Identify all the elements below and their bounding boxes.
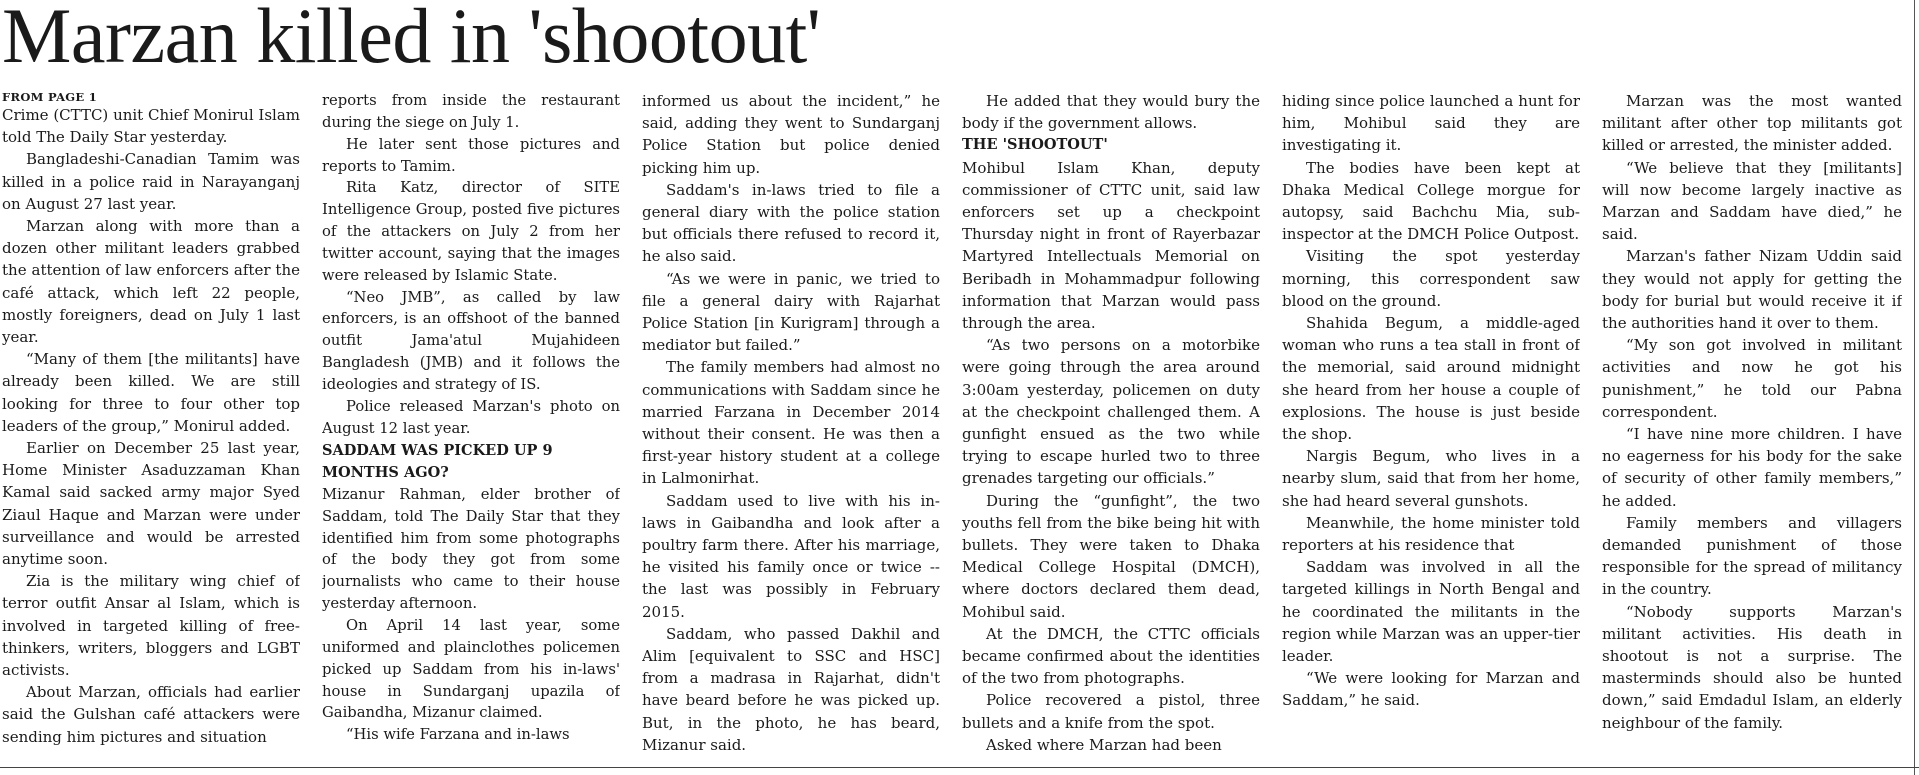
paragraph: “My son got involved in militant activities and now he got his punishment,” he told our Pabna correspondent. [1602, 336, 1902, 421]
paragraph: Saddam, who passed Dakhil and Alim [equivalent to SSC and HSC] from a madrasa in Rajarhat, didn't have beard before he was picked up. But, in the photo, he has beard, Mizanur said. [642, 624, 940, 754]
subheading-saddam-picked-up: SADDAM WAS PICKED UP 9 MONTHS AGO? [322, 441, 553, 481]
paragraph: Shahida Begum, a middle-aged woman who runs a tea stall in front of the memorial, said around midnight she heard from her house a couple of explosions. The house is just beside the shop. [1282, 314, 1580, 444]
paragraph: Saddam used to live with his in-laws in Gaibandha and look after a poultry farm there. After his marriage, he visited his family once or twice -- the last was possibly in February 2015. [642, 491, 940, 621]
paragraph: “As two persons on a motorbike were going through the area around 3:00am yesterday, policemen on duty at the checkpoint challenged them. A gunfight ensued as the two while trying to escape hurled two to three grenades targeting our officials.” [962, 336, 1260, 488]
paragraph: Earlier on December 25 last year, Home Minister Asaduzzaman Khan Kamal said sacked army major Syed Ziaul Haque and Marzan were under surveillance and would be arrested anytime soon. [2, 439, 300, 569]
paragraph: Marzan was the most wanted militant after other top militants got killed or arrested, the minister added. [1602, 92, 1902, 155]
paragraph: Mizanur Rahman, elder brother of Saddam, told The Daily Star that they identified him from some photographs of the body they got from some journalists who came to their house yesterday afternoon. [322, 485, 620, 613]
article-column-6 [1602, 90, 1902, 758]
paragraph: Police released Marzan's photo on August 12 last year. [322, 397, 620, 437]
paragraph: “Many of them [the militants] have already been killed. We are still looking for three to four other top leaders of the group,” Monirul added. [2, 350, 300, 435]
paragraph: He added that they would bury the body if the government allows. [962, 92, 1260, 133]
paragraph: The family members had almost no communications with Saddam since he married Farzana in December 2014 without their consent. He was then a first-year history student at a college in Lalmonirhat. [642, 358, 940, 488]
paragraph: Visiting the spot yesterday morning, this correspondent saw blood on the ground. [1282, 247, 1580, 310]
paragraph: “His wife Farzana and in-laws [346, 726, 570, 744]
page-bottom-rule [0, 767, 1919, 768]
paragraph: “Neo JMB”, as called by law enforcers, is an offshoot of the banned outfit Jama'atul Mujahideen Bangladesh (JMB) and it follows the ideologies and strategy of IS. [322, 288, 620, 393]
paragraph: Crime (CTTC) unit Chief Monirul Islam told The Daily Star yesterday. [2, 106, 300, 147]
paragraph: About Marzan, officials had earlier said the Gulshan café attackers were sending him pictures and situation [2, 683, 300, 746]
paragraph: Family members and villagers demanded punishment of those responsible for the spread of militancy in the country. [1602, 513, 1902, 599]
paragraph: “Nobody supports Marzan's militant activities. His death in shootout is not a surprise. The masterminds should also be hunted down,” said Emdadul Islam, an elderly neighbour of the family. [1602, 602, 1902, 732]
paragraph: He later sent those pictures and reports to Tamim. [322, 135, 620, 175]
paragraph: Zia is the military wing chief of terror outfit Ansar al Islam, which is involved in targeted killing of free-thinkers, writers, bloggers and LGBT activists. [2, 572, 300, 680]
continuation-kicker: FROM PAGE 1 [2, 90, 98, 104]
article-column-3 [642, 90, 940, 758]
paragraph: Mohibul Islam Khan, deputy commissioner of CTTC unit, said law enforcers set up a checkpoint Thursday night in front of Rayerbazar Martyred Intellectuals Memorial on Beribadh in Mohammadpur following information that Marzan would pass through the area. [962, 158, 1260, 333]
paragraph: Bangladeshi-Canadian Tamim was killed in a police raid in Narayanganj on August 27 last year. [2, 150, 300, 213]
paragraph: Asked where Marzan had been [986, 735, 1222, 754]
paragraph: “We were looking for Marzan and Saddam,” he said. [1282, 669, 1580, 710]
paragraph: Meanwhile, the home minister told reporters at his residence that [1282, 513, 1580, 555]
subheading-shootout: THE 'SHOOTOUT' [962, 136, 1108, 154]
paragraph: On April 14 last year, some uniformed and plainclothes policemen picked up Saddam from his in-laws' house in Sundarganj upazila of Gaibandha, Mizanur claimed. [322, 616, 620, 722]
paragraph: Police recovered a pistol, three bullets and a knife from the spot. [962, 691, 1260, 732]
paragraph: Marzan along with more than a dozen other militant leaders grabbed the attention of law enforcers after the café attack, which left 22 people, mostly foreigners, dead on July 1 last year. [2, 217, 300, 347]
paragraph: “I have nine more children. I have no eagerness for his body for the sake of security of other family members,” he added. [1602, 425, 1902, 510]
paragraph: The bodies have been kept at Dhaka Medical College morgue for autopsy, said Bachchu Mia, sub-inspector at the DMCH Police Outpost. [1282, 158, 1580, 244]
paragraph: reports from inside the restaurant during the siege on July 1. [322, 92, 620, 131]
paragraph: Nargis Begum, who lives in a nearby slum, said that from her home, she had heard several gunshots. [1282, 447, 1580, 510]
article-column-2 [322, 90, 620, 758]
article-column-5 [1282, 90, 1580, 758]
article-column-4 [962, 90, 1260, 758]
paragraph: Marzan's father Nizam Uddin said they would not apply for getting the body for burial but would receive it if the authorities hand it over to them. [1602, 247, 1902, 333]
paragraph: “We believe that they [militants] will now become largely inactive as Marzan and Saddam have died,” he said. [1602, 158, 1902, 244]
paragraph: Saddam was involved in all the targeted killings in North Bengal and he coordinated the militants in the region while Marzan was an upper-tier leader. [1282, 558, 1580, 666]
paragraph: At the DMCH, the CTTC officials became confirmed about the identities of the two from photographs. [962, 624, 1260, 688]
paragraph: hiding since police launched a hunt for him, Mohibul said they are investigating it. [1282, 92, 1580, 155]
column-rule-right [1914, 0, 1915, 775]
paragraph: During the “gunfight”, the two youths fell from the bike being hit with bullets. They were taken to Dhaka Medical College Hospital (DMCH), where doctors declared them dead, Mohibul said. [962, 491, 1260, 621]
paragraph: Saddam's in-laws tried to file a general diary with the police station but officials there refused to record it, he also said. [642, 180, 940, 266]
article-column-1 [2, 90, 300, 758]
paragraph: informed us about the incident,” he said, adding they went to Sundarganj Police Station but police denied picking him up. [642, 92, 940, 177]
paragraph: “As we were in panic, we tried to file a general dairy with Rajarhat Police Station [in Kurigram] through a mediator but failed.” [642, 269, 940, 355]
article-headline: Marzan killed in 'shootout' [2, 0, 821, 79]
paragraph: Rita Katz, director of SITE Intelligence Group, posted five pictures of the attackers on July 2 from her twitter account, saying that the images were released by Islamic State. [322, 179, 620, 284]
